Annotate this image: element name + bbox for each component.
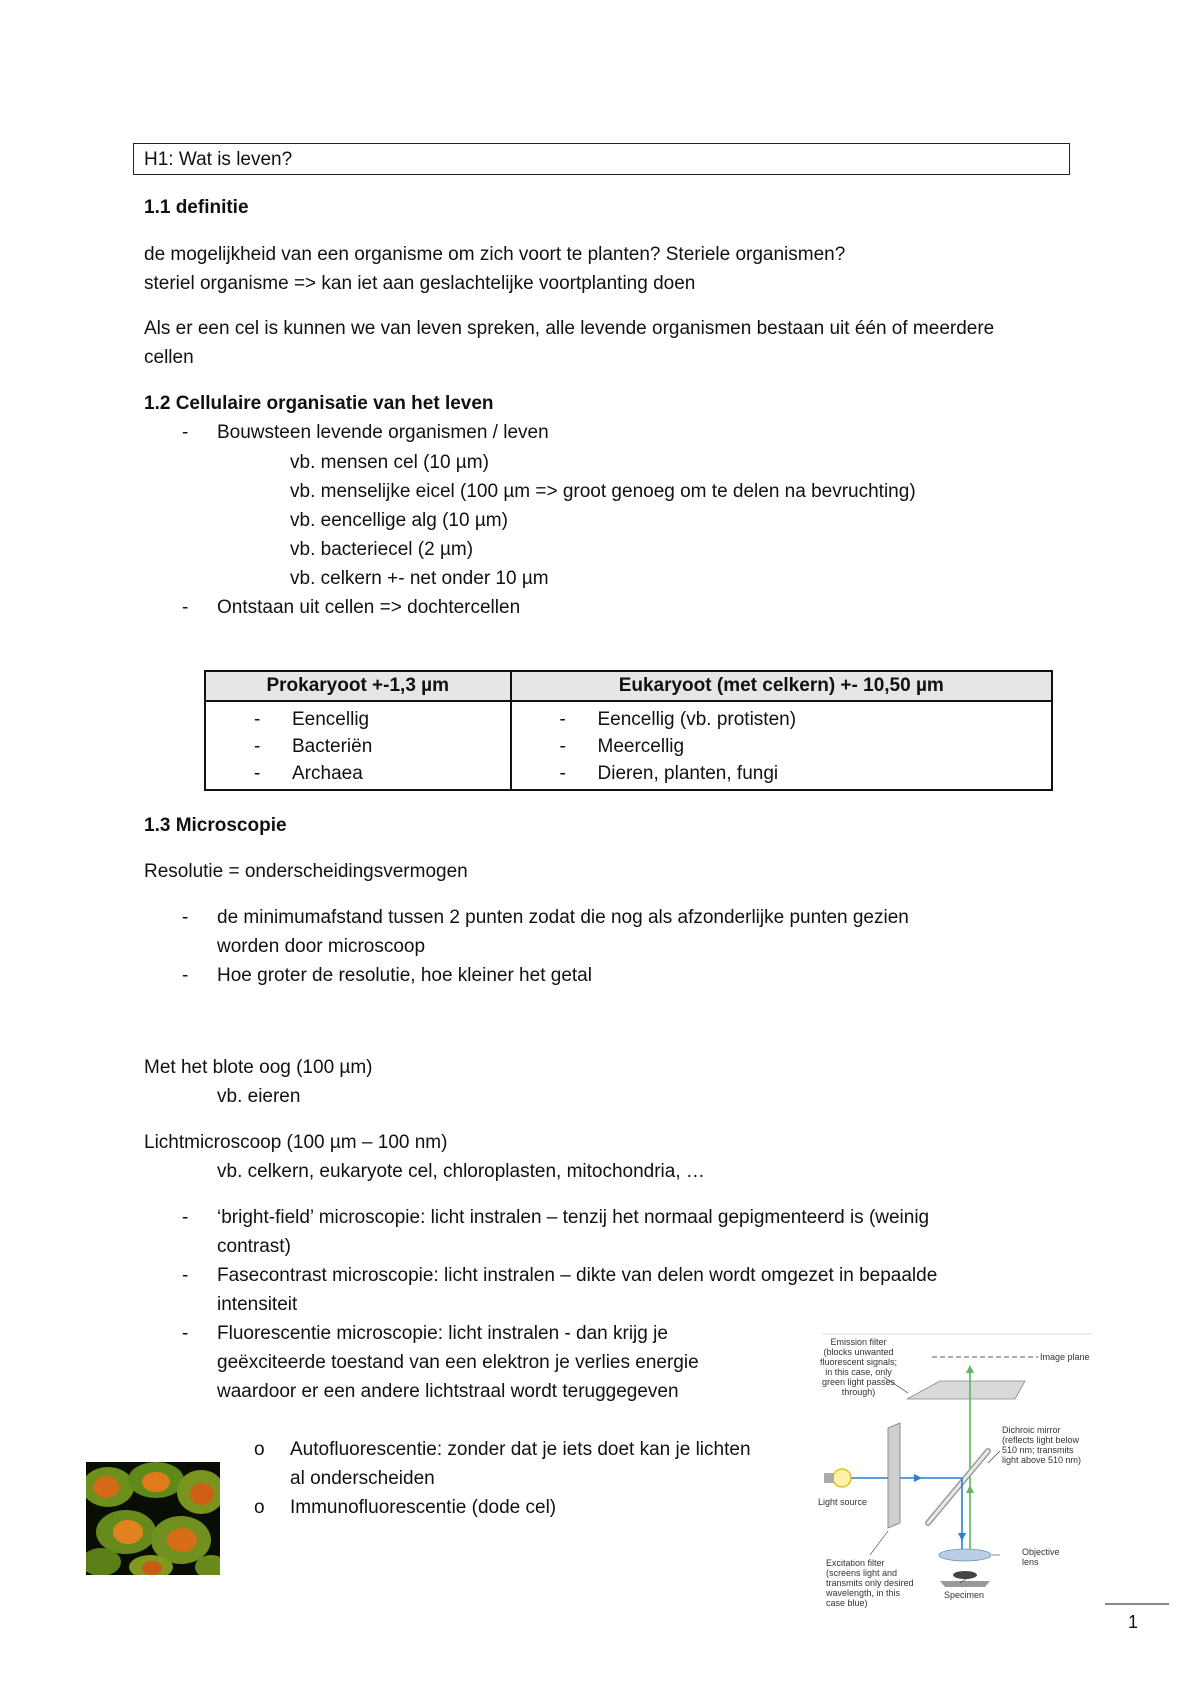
bullet-text: worden door microscoop: [217, 936, 426, 957]
paragraph: cellen: [144, 347, 194, 368]
label-line: Dichroic mirror: [1002, 1425, 1061, 1435]
table-row: [205, 701, 1052, 790]
example-line: vb. bacteriecel (2 µm): [290, 539, 474, 560]
label-dichroic-mirror: [1002, 1425, 1081, 1465]
bullet-text: geëxciteerde toestand van een elektron je verlies energie: [217, 1352, 699, 1373]
table-header-row: [205, 671, 1052, 701]
bullet-text: Fasecontrast microscopie: licht instralen – dikte van delen wordt omgezet in bepaalde: [217, 1265, 938, 1286]
label-line: wavelength, in this: [826, 1588, 901, 1598]
bullet-dash: -: [254, 709, 261, 730]
bullet-dash: -: [182, 422, 189, 443]
bullet-text: Immunofluorescentie (dode cel): [290, 1497, 557, 1518]
label-line: lens: [1022, 1557, 1039, 1567]
bullet-circle: o: [254, 1439, 265, 1460]
list-item: Eencellig (vb. protisten): [597, 709, 797, 730]
bullet-dash: -: [559, 736, 566, 757]
bullet-text: intensiteit: [217, 1294, 298, 1315]
label-image-plane: Image plane: [1040, 1352, 1090, 1362]
label-specimen: Specimen: [944, 1590, 985, 1600]
bullet-dash: -: [182, 965, 189, 986]
paragraph: steriel organisme => kan iet aan geslachtelijke voortplanting doen: [144, 273, 696, 294]
label-line: green light passes: [822, 1377, 896, 1387]
label-line: in this case, only: [825, 1367, 892, 1377]
label-emission-filter: [820, 1337, 897, 1397]
label-line: Objective: [1022, 1547, 1060, 1557]
label-line: Excitation filter: [826, 1558, 885, 1568]
bullet-dash: -: [182, 907, 189, 928]
table-header-prokaryoot: Prokaryoot +-1,3 µm: [205, 671, 511, 701]
bullet-dash: -: [182, 597, 189, 618]
paragraph: Resolutie = onderscheidingsvermogen: [144, 861, 468, 882]
table-cell-prokaryoot: [205, 701, 511, 790]
list-item: Eencellig: [292, 709, 370, 730]
bullet-text: Autofluorescentie: zonder dat je iets doet kan je lichten: [290, 1439, 751, 1460]
bullet-text: contrast): [217, 1236, 291, 1257]
comparison-table: [204, 670, 1053, 791]
example-line: vb. mensen cel (10 µm): [290, 452, 489, 473]
paragraph: de mogelijkheid van een organisme om zich voort te planten? Steriele organismen?: [144, 244, 846, 265]
bullet-dash: -: [182, 1207, 189, 1228]
bullet-dash: -: [559, 709, 566, 730]
bullet-dash: -: [182, 1323, 189, 1344]
paragraph: Als er een cel is kunnen we van leven spreken, alle levende organismen bestaan uit één of meerdere: [144, 318, 995, 339]
label-line: 510 nm; transmits: [1002, 1445, 1074, 1455]
label-objective-lens: [1022, 1547, 1060, 1567]
bullet-dash: -: [254, 736, 261, 757]
paragraph: Met het blote oog (100 µm): [144, 1057, 373, 1078]
section-1-3-heading: 1.3 Microscopie: [144, 815, 287, 836]
bullet-text: Fluorescentie microscopie: licht instralen - dan krijg je: [217, 1323, 668, 1344]
example-line: vb. celkern +- net onder 10 µm: [290, 568, 549, 589]
page-number-rule: [1105, 1603, 1169, 1605]
chapter-title-box: [133, 143, 1070, 175]
bullet-text: Bouwsteen levende organismen / leven: [217, 422, 549, 443]
label-line: case blue): [826, 1598, 868, 1608]
list-item: Meercellig: [597, 736, 685, 757]
label-line: (blocks unwanted: [823, 1347, 894, 1357]
bullet-text: ‘bright-field’ microscopie: licht instralen – tenzij het normaal gepigmenteerd is (weinig: [217, 1207, 930, 1228]
label-line: through): [841, 1387, 876, 1397]
bullet-text: Ontstaan uit cellen => dochtercellen: [217, 597, 521, 618]
label-line: light above 510 nm): [1002, 1455, 1082, 1465]
page-number: 1: [1128, 1612, 1139, 1632]
label-light-source: Light source: [818, 1497, 868, 1507]
section-1-2-heading: 1.2 Cellulaire organisatie van het leven: [144, 393, 494, 414]
table-cell-eukaryoot: [511, 701, 1053, 790]
list-item: Bacteriën: [292, 736, 373, 757]
bullet-dash: -: [254, 763, 261, 784]
table-header-eukaryoot: Eukaryoot (met celkern) +- 10,50 µm: [511, 671, 1053, 701]
label-line: (screens light and: [826, 1568, 898, 1578]
example-line: vb. menselijke eicel (100 µm => groot genoeg om te delen na bevruchting): [290, 481, 916, 502]
bullet-dash: -: [182, 1265, 189, 1286]
fluorescence-microscope-diagram: [810, 1333, 1092, 1608]
label-line: transmits only desired: [826, 1578, 914, 1588]
chapter-title: H1: Wat is leven?: [144, 149, 293, 170]
label-line: (reflects light below: [1002, 1435, 1080, 1445]
label-excitation-filter: [826, 1558, 914, 1608]
label-line: fluorescent signals;: [820, 1357, 898, 1367]
bullet-text: Hoe groter de resolutie, hoe kleiner het getal: [217, 965, 592, 986]
paragraph: Lichtmicroscoop (100 µm – 100 nm): [144, 1132, 448, 1153]
bullet-text: de minimumafstand tussen 2 punten zodat die nog als afzonderlijke punten gezien: [217, 907, 909, 928]
bullet-text: al onderscheiden: [290, 1468, 435, 1489]
label-line: Emission filter: [830, 1337, 887, 1347]
example-line: vb. eencellige alg (10 µm): [290, 510, 508, 531]
fluorescent-cells-image: [86, 1462, 220, 1575]
list-item: Archaea: [292, 763, 363, 784]
bullet-dash: -: [559, 763, 566, 784]
list-item: Dieren, planten, fungi: [597, 763, 779, 784]
example-line: vb. celkern, eukaryote cel, chloroplasten, mitochondria, …: [217, 1161, 705, 1182]
bullet-text: waardoor er een andere lichtstraal wordt teruggegeven: [217, 1381, 679, 1402]
bullet-circle: o: [254, 1497, 265, 1518]
section-1-1-heading: 1.1 definitie: [144, 197, 249, 218]
example-line: vb. eieren: [217, 1086, 301, 1107]
